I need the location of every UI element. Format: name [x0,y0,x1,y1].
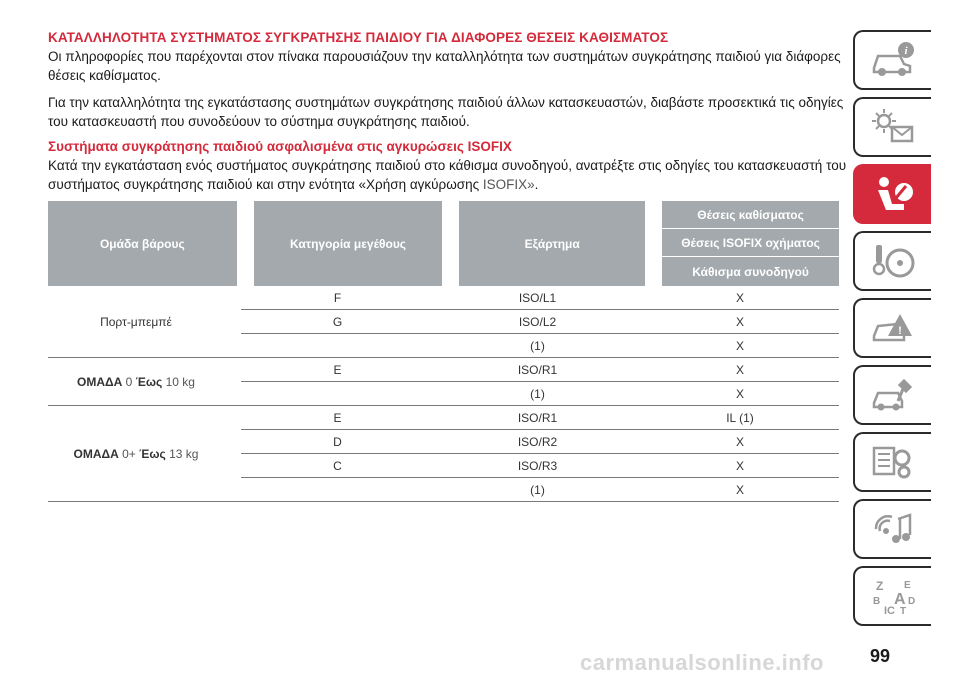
cell-seat: X [735,482,744,497]
group-label-bold: ΟΜΑΔΑ [77,374,123,389]
cell-fixture: ISO/L2 [518,314,557,329]
cell-size: C [333,458,342,473]
table-group-carrycot [48,286,839,358]
installation-end: . [534,177,539,192]
cell-seat: X [735,290,744,305]
table-row [241,382,839,405]
table-row [241,454,839,478]
cell-fixture: ISO/R1 [517,410,558,425]
svg-text:!: ! [898,325,902,337]
cell-seat: IL (1) [726,410,754,425]
header-seat-stack [662,201,839,286]
key-steering-icon [870,241,916,281]
table-group-0plus [48,406,839,502]
media-icon [870,509,916,549]
header-weight-group: Ομάδα βάρους [48,201,237,286]
cell-fixture: (1) [530,482,545,497]
table-row [241,334,839,357]
table-row [241,286,839,310]
gears-icon [870,442,916,482]
cell-fixture: ISO/L1 [518,290,557,305]
header-size-class: Κατηγορία μεγέθους [254,201,443,286]
cell-size: G [332,314,343,329]
cell-fixture: (1) [530,386,545,401]
group-rows [241,286,839,357]
cell-fixture: ISO/R1 [517,362,558,377]
group-label-light: 0 [122,374,136,389]
installation-text: Κατά την εγκατάσταση ενός συστήματος συγκράτησης παιδιού στο κάθισμα συνοδηγού, ανατρέξτε στις οδηγίες του κατασκευαστή του συστήματος συγκράτησης παιδιού και στην ενότητα «Χρήση αγκύρωσης [48,158,847,192]
group-label-bold2: Έως [135,374,163,389]
table-row [241,478,839,501]
header-passenger-seat: Κάθισμα συνοδηγού [662,257,839,286]
table-row [241,406,839,430]
cell-seat: X [735,386,744,401]
group-name [48,358,224,405]
tab-starting-driving[interactable] [853,231,931,291]
svg-text:A: A [894,591,906,608]
header-isofix-positions: Θέσεις ISOFIX οχήματος [662,229,839,257]
tab-car-info[interactable] [853,30,931,90]
group-label-bold2: Έως [139,446,166,461]
tab-maintenance[interactable] [853,365,931,425]
group-rows [241,358,839,405]
cell-seat: X [735,434,744,449]
main-content [48,30,848,202]
isofix-reference: ISOFIX» [482,177,535,192]
cell-size: F [333,290,342,305]
cell-fixture: (1) [530,338,545,353]
tab-safety[interactable] [853,164,931,224]
chapter-tabs [853,30,933,633]
group-label-bold: ΟΜΑΔΑ [73,446,119,461]
table-header [48,201,839,286]
cell-seat: X [735,314,744,329]
manufacturer-paragraph: Για την καταλληλότητα της εγκατάστασης συστημάτων συγκράτησης παιδιού άλλων κατασκευαστών, διαβάστε προσεκτικά τις οδηγίες του κατασκευαστή που συνοδεύουν το σύστημα συγκράτησης παιδιού. [48,95,844,129]
svg-text:D: D [908,596,916,607]
tab-emergency[interactable] [853,298,931,358]
svg-text:T: T [900,606,907,616]
warning-light-icon [870,107,916,147]
svg-text:B: B [873,596,881,607]
cell-size: D [333,434,342,449]
cell-fixture: ISO/R2 [517,434,558,449]
car-emergency-icon [870,308,916,348]
cell-fixture: ISO/R3 [517,458,558,473]
tab-index[interactable] [853,566,931,626]
group-name [48,286,224,357]
group-label-weight: 10 kg [162,374,195,389]
index-icon [870,576,916,616]
group-label: Πορτ-μπεμπέ [100,314,172,329]
table-row [241,430,839,454]
intro-paragraph: Οι πληροφορίες που παρέχονται στον πίνακα παρουσιάζουν την καταλληλότητα των συστημάτων συγκράτησης παιδιού για διάφορες θέσεις καθίσματος. [48,49,841,83]
tab-technical-data[interactable] [853,432,931,492]
header-fixture: Εξάρτημα [459,201,645,286]
cell-seat: X [735,362,744,377]
installation-paragraph [48,156,848,194]
cell-seat: X [735,458,744,473]
cell-size: E [333,362,342,377]
car-info-icon [870,40,916,80]
table-group-0 [48,358,839,406]
svg-text:i: i [904,45,908,57]
cell-seat: X [735,338,744,353]
group-label-light: 0+ [118,446,140,461]
table-row [241,358,839,382]
section-heading: ΚΑΤΑΛΛΗΛΟΤΗΤΑ ΣΥΣΤΗΜΑΤΟΣ ΣΥΓΚΡΑΤΗΣΗΣ ΠΑΙΔΙΟΥ ΓΙΑ ΔΙΑΦΟΡΕΣ ΘΕΣΕΙΣ ΚΑΘΙΣΜΑΤΟΣ [48,30,669,45]
tab-multimedia[interactable] [853,499,931,559]
isofix-subheading: Συστήματα συγκράτησης παιδιού ασφαλισμένα στις αγκυρώσεις ISOFIX [48,139,512,154]
group-name [48,406,224,501]
isofix-table [48,201,839,502]
watermark: carmanualsonline.info [580,650,824,675]
cell-size: E [333,410,342,425]
svg-text:Z: Z [876,579,884,593]
svg-text:E: E [904,580,911,591]
car-service-icon [870,375,916,415]
header-seat-positions: Θέσεις καθίσματος [662,201,839,229]
group-rows [241,406,839,501]
svg-text:IC: IC [884,605,895,616]
group-label-weight: 13 kg [165,446,199,461]
table-row [241,310,839,334]
page-number: 99 [870,646,891,666]
tab-warning-lights[interactable] [853,97,931,157]
airbag-seat-icon [870,174,916,214]
